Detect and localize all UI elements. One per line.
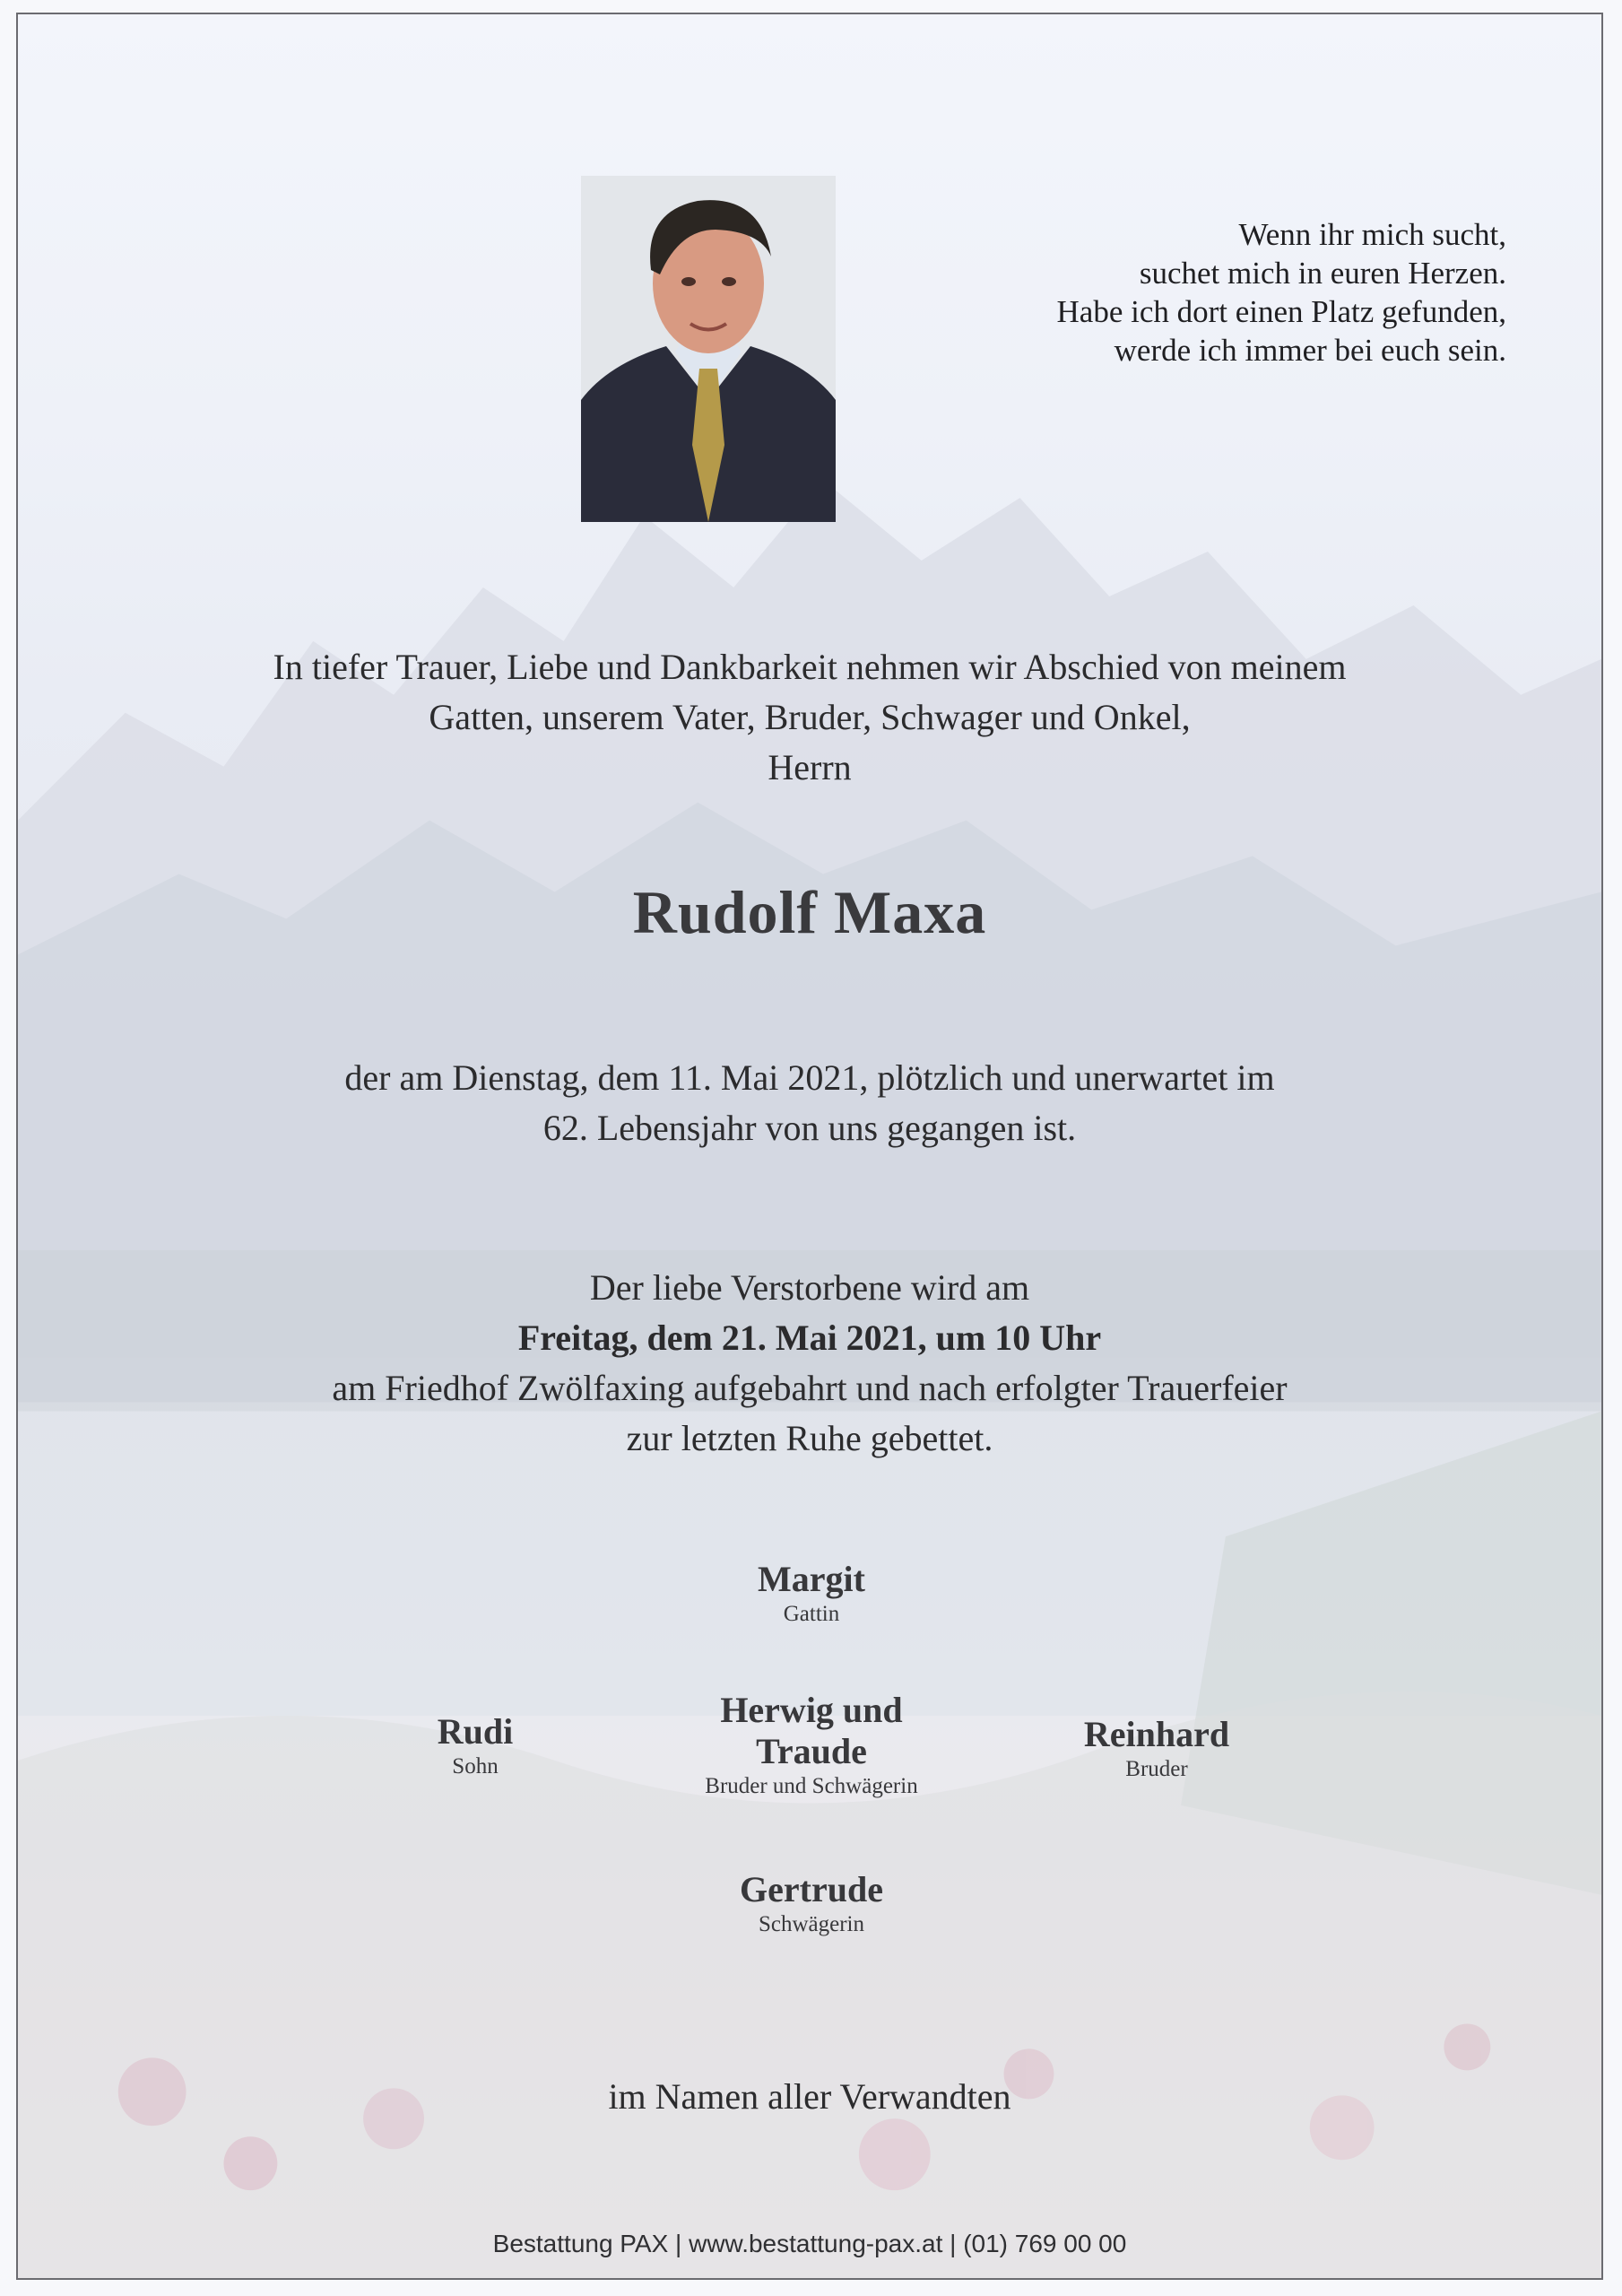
relative-relation: Bruder und Schwägerin <box>705 1774 918 1798</box>
relative-relation: Gattin <box>783 1602 840 1626</box>
death-line: der am Dienstag, dem 11. Mai 2021, plötzlich und unerwartet im <box>344 1057 1275 1098</box>
relative-name: Reinhard <box>1083 1714 1230 1754</box>
closing-text: im Namen aller Verwandten <box>608 2076 1011 2117</box>
relative-gertrude <box>677 1869 946 1939</box>
poem <box>879 215 1506 370</box>
relative-rudi <box>341 1711 610 1781</box>
relative-name: Traude <box>756 1731 867 1771</box>
intro-line: In tiefer Trauer, Liebe und Dankbarkeit nehmen wir Abschied von meinem <box>273 647 1347 687</box>
portrait-illustration <box>581 176 836 522</box>
relative-name: Gertrude <box>740 1869 883 1909</box>
relative-name: Margit <box>758 1559 865 1599</box>
relative-reinhard <box>1022 1714 1291 1784</box>
relative-herwig-traude <box>655 1690 968 1801</box>
intro-line: Herrn <box>768 747 852 787</box>
poem-line: werde ich immer bei euch sein. <box>1114 333 1506 368</box>
poem-line: Wenn ihr mich sucht, <box>1238 217 1506 252</box>
poem-line: Habe ich dort einen Platz gefunden, <box>1056 294 1506 329</box>
relative-name: Rudi <box>437 1711 514 1752</box>
funeral-date-time: Freitag, dem 21. Mai 2021, um 10 Uhr <box>517 1318 1102 1358</box>
relative-relation: Schwägerin <box>758 1912 865 1936</box>
relative-name: Herwig und <box>720 1690 903 1730</box>
obituary-card <box>16 13 1603 2280</box>
intro-text <box>18 642 1601 793</box>
poem-line: suchet mich in euren Herzen. <box>1139 256 1506 291</box>
funeral-line: zur letzten Ruhe gebettet. <box>626 1418 993 1458</box>
funeral-line: am Friedhof Zwölfaxing aufgebahrt und nach erfolgter Trauerfeier <box>332 1368 1288 1408</box>
relative-relation: Bruder <box>1125 1757 1188 1781</box>
relative-margit <box>677 1559 946 1629</box>
funeral-line: Der liebe Verstorbene wird am <box>589 1267 1030 1308</box>
footer-imprint: Bestattung PAX | www.bestattung-pax.at | (01) 769 00 00 <box>492 2230 1127 2257</box>
death-line: 62. Lebensjahr von uns gegangen ist. <box>542 1108 1077 1148</box>
death-notice <box>18 1053 1601 1153</box>
funeral-details <box>18 1263 1601 1464</box>
portrait-photo <box>581 176 836 522</box>
deceased-name: Rudolf Maxa <box>632 878 987 946</box>
relative-relation: Sohn <box>452 1754 499 1779</box>
intro-line: Gatten, unserem Vater, Bruder, Schwager und Onkel, <box>429 697 1191 737</box>
